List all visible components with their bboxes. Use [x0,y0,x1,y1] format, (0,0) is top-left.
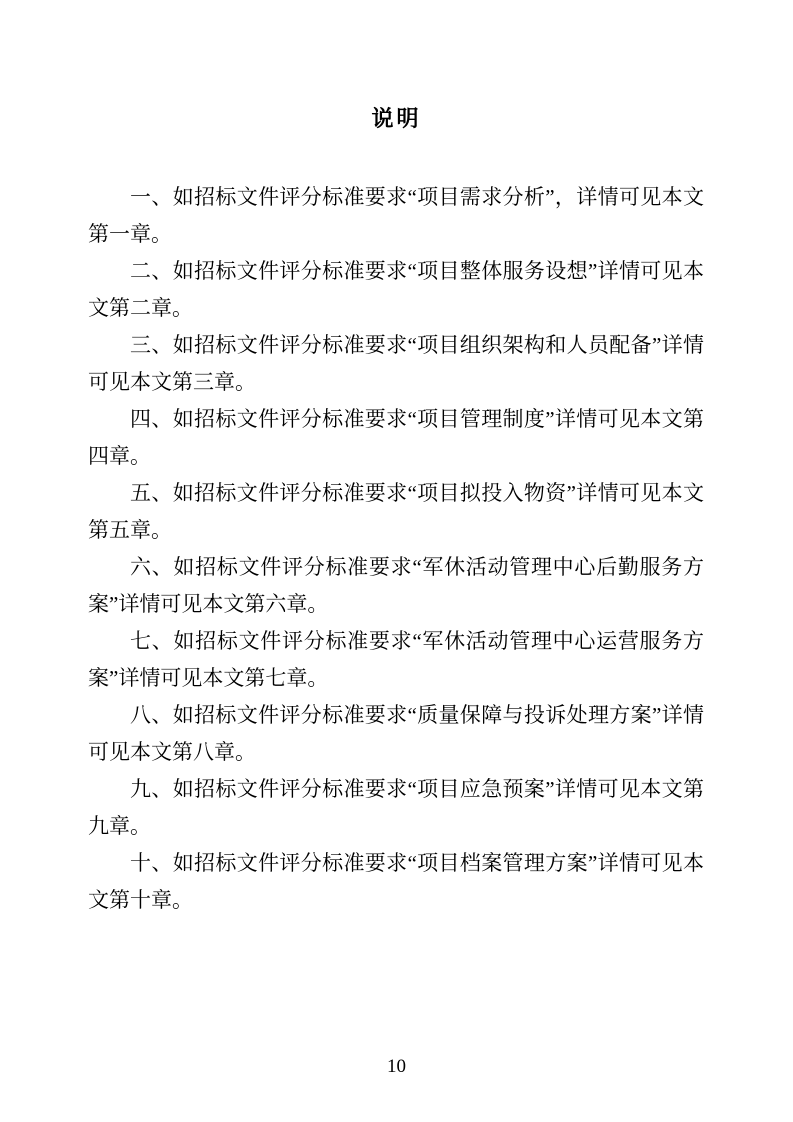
paragraph-3: 三、如招标文件评分标准要求“项目组织架构和人员配备”详情可见本文第三章。 [88,333,704,394]
paragraph-4: 四、如招标文件评分标准要求“项目管理制度”详情可见本文第四章。 [88,407,704,468]
paragraph-9: 九、如招标文件评分标准要求“项目应急预案”详情可见本文第九章。 [88,777,704,838]
document-body [88,179,704,919]
paragraph-5: 五、如招标文件评分标准要求“项目拟投入物资”详情可见本文第五章。 [88,481,704,542]
paragraph-8: 八、如招标文件评分标准要求“质量保障与投诉处理方案”详情可见本文第八章。 [88,703,704,764]
page-number: 10 [387,1056,406,1077]
paragraph-7: 七、如招标文件评分标准要求“军休活动管理中心运营服务方案”详情可见本文第七章。 [88,629,704,690]
paragraph-2: 二、如招标文件评分标准要求“项目整体服务设想”详情可见本文第二章。 [88,259,704,320]
page-title: 说明 [371,106,422,131]
paragraph-10: 十、如招标文件评分标准要求“项目档案管理方案”详情可见本文第十章。 [88,851,704,912]
paragraph-6: 六、如招标文件评分标准要求“军休活动管理中心后勤服务方案”详情可见本文第六章。 [88,555,704,616]
paragraph-1: 一、如招标文件评分标准要求“项目需求分析”，详情可见本文第一章。 [88,185,704,246]
page-footer [0,1056,793,1078]
